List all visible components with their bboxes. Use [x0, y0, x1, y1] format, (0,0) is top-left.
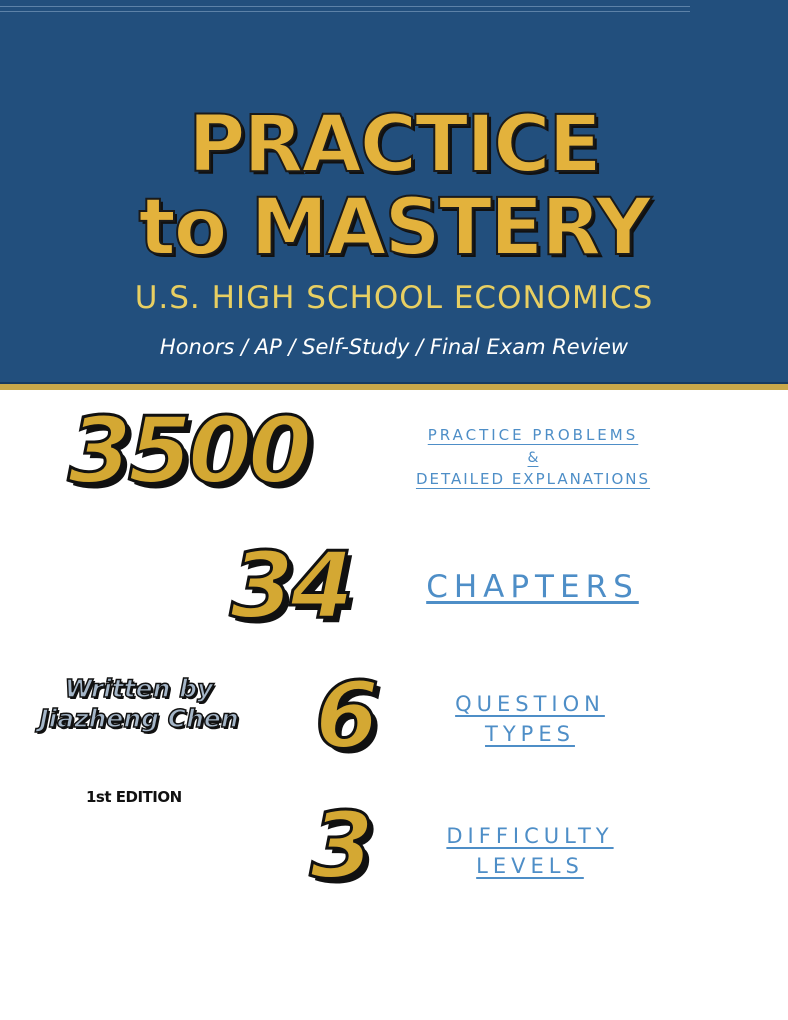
stat-label-question-types-line2: TYPES [485, 722, 575, 746]
author-written-by: Written by [64, 674, 214, 703]
title-line-1: PRACTICE [188, 100, 600, 190]
title-line-2: to MASTERY [138, 183, 650, 273]
edition-label: 1st EDITION [86, 788, 182, 806]
stat-label-difficulty-line1: DIFFICULTY [446, 824, 614, 848]
subtitle: U.S. HIGH SCHOOL ECONOMICS [134, 280, 654, 316]
author-byline [24, 674, 254, 734]
stat-label-problems-line1: PRACTICE PROBLEMS [427, 426, 639, 444]
gold-stripe [0, 382, 788, 390]
author-name: Jiazheng Chen [39, 704, 239, 733]
header-rule [0, 6, 690, 7]
stat-number-difficulty: 3 [310, 792, 375, 899]
stat-number-question-types: 6 [315, 662, 380, 769]
tagline: Honors / AP / Self-Study / Final Exam Review [159, 335, 629, 359]
stat-number-chapters: 34 [230, 532, 351, 639]
stat-number-problems: 3500 [68, 397, 309, 504]
stat-label-question-types-line1: QUESTION [455, 692, 605, 716]
stat-label-problems-line2: & [527, 450, 539, 466]
stat-label-problems-line3: DETAILED EXPLANATIONS [415, 470, 651, 488]
header-band [0, 0, 788, 382]
header-rule [0, 11, 690, 12]
stat-label-chapters: CHAPTERS [426, 569, 639, 605]
stat-label-difficulty-line2: LEVELS [476, 854, 584, 878]
